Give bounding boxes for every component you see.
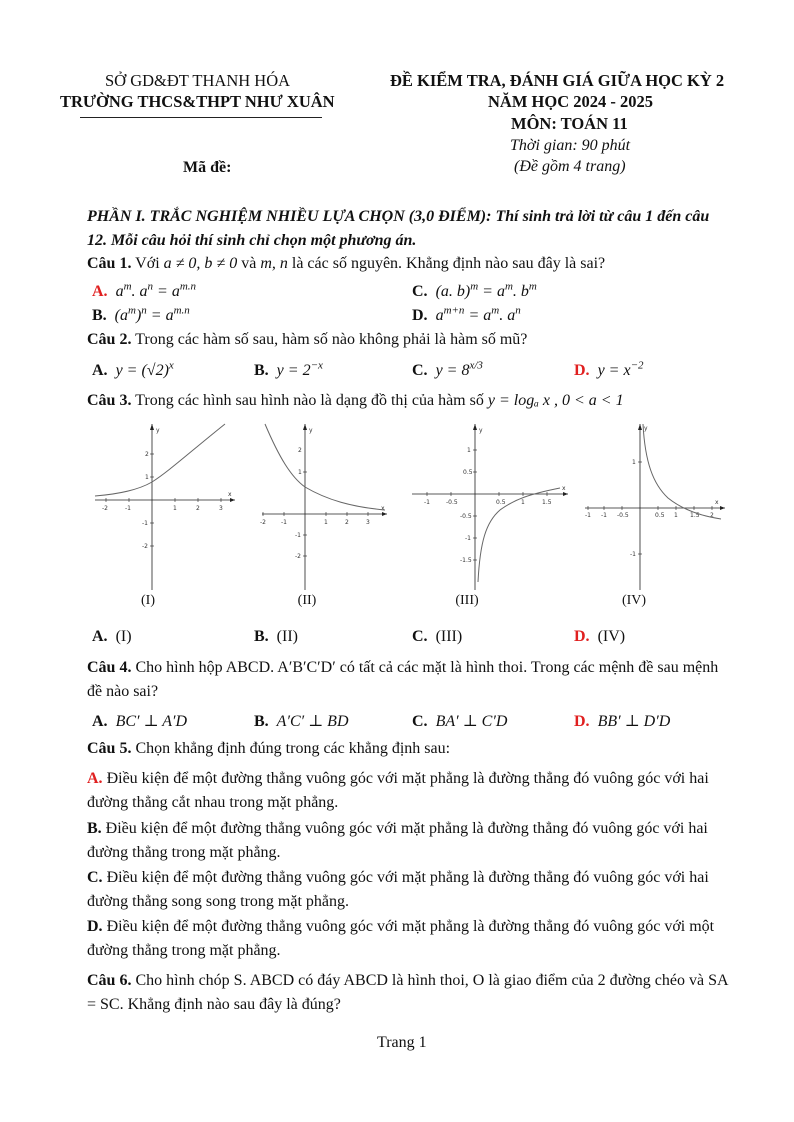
q2-option-b-label: B. <box>254 362 269 380</box>
q5-option-b-body: Điều kiện để một đường thẳng vuông góc với mặt phẳng là đường thẳng đó vuông góc với hai đường thẳng trong mặt phẳng. <box>87 820 708 861</box>
school-name: TRƯỜNG THCS&THPT NHƯ XUÂN <box>60 92 335 111</box>
question-1-condition: a ≠ 0, b ≠ 0 <box>163 255 238 272</box>
svg-text:-2: -2 <box>102 505 108 512</box>
q3-option-c-label: C. <box>412 628 428 645</box>
q2-option-d-body: $y = x^{-2}$ <box>597 360 644 380</box>
q5-option-c-label: C. <box>87 869 103 886</box>
question-3 <box>87 392 624 410</box>
q3-option-c-body: (III) <box>435 628 463 645</box>
q1-option-c-body: (a. $b)^m = a^m$. $b^m$ <box>435 281 537 301</box>
q3-option-a-label: A. <box>92 628 108 645</box>
svg-text:-2: -2 <box>260 519 266 526</box>
q2-option-c[interactable] <box>412 360 483 380</box>
question-3-label: Câu 3. <box>87 392 132 409</box>
svg-text:2: 2 <box>345 519 349 526</box>
svg-text:-1: -1 <box>125 505 131 512</box>
q3-option-b-label: B. <box>254 628 269 645</box>
q3-option-a-body: (I) <box>115 628 132 645</box>
q4-option-a-label: A. <box>92 713 108 730</box>
q5-option-d-body: Điều kiện để một đường thẳng vuông góc với mặt phẳng là đường thẳng đó vuông góc với một đường thẳng trong mặt phẳng. <box>87 918 715 959</box>
q2-option-b[interactable] <box>254 360 323 380</box>
graph-1 <box>90 422 240 592</box>
q1-option-c-label: C. <box>412 283 428 301</box>
q2-option-d-label: D. <box>574 362 590 380</box>
q5-option-b-label: B. <box>87 820 102 837</box>
svg-text:-1.5: -1.5 <box>460 557 472 564</box>
school-year: NĂM HỌC 2024 - 2025 <box>488 92 653 111</box>
svg-text:0.5: 0.5 <box>496 499 506 506</box>
question-1-text-a: Với <box>135 255 160 272</box>
question-2-text: Trong các hàm số sau, hàm số nào không phải là hàm số mũ? <box>135 331 528 348</box>
q2-option-d[interactable] <box>574 360 644 380</box>
question-4 <box>87 656 729 704</box>
svg-text:y: y <box>156 427 160 434</box>
q3-option-d-body: (IV) <box>597 628 626 645</box>
svg-text:y: y <box>309 427 313 434</box>
svg-text:3: 3 <box>366 519 370 526</box>
exam-code-label: Mã đề: <box>183 159 232 176</box>
q4-option-c-label: C. <box>412 713 428 730</box>
q1-option-b-label: B. <box>92 307 107 325</box>
q1-option-a[interactable] <box>92 281 196 301</box>
svg-text:0.5: 0.5 <box>463 469 473 476</box>
svg-text:1: 1 <box>632 459 636 466</box>
svg-text:1: 1 <box>145 474 149 481</box>
q4-option-d[interactable] <box>574 711 670 731</box>
q2-option-a-label: A. <box>92 362 108 380</box>
svg-text:1: 1 <box>521 499 525 506</box>
department-name: SỞ GD&ĐT THANH HÓA <box>105 71 291 90</box>
question-4-options <box>92 711 732 735</box>
q5-option-a-label: A. <box>87 770 103 787</box>
q3-option-c[interactable] <box>412 628 462 646</box>
question-1-text-c: là các số nguyên. Khẳng định nào sau đây là sai? <box>291 255 606 272</box>
svg-text:1: 1 <box>173 505 177 512</box>
question-1 <box>87 255 605 273</box>
svg-text:1.5: 1.5 <box>690 512 700 519</box>
q4-option-d-body: BB′ ⊥ D′D <box>597 713 671 730</box>
q4-option-d-label: D. <box>574 713 590 730</box>
question-2-label: Câu 2. <box>87 331 132 348</box>
question-4-text: Cho hình hộp ABCD. A′B′C′D′ có tất cả các mặt là hình thoi. Trong các mệnh đề sau mệnh đề nào sai? <box>87 659 719 700</box>
svg-text:-0.5: -0.5 <box>617 512 629 519</box>
svg-text:2: 2 <box>710 512 714 519</box>
question-3-function: y = logₐ x , 0 < a < 1 <box>487 392 624 409</box>
q4-option-c-body: BA′ ⊥ C′D <box>435 713 508 730</box>
q1-option-a-body: $a^m$. $a^n = a^{m.n}$ <box>115 281 197 301</box>
page-count: (Đề gồm 4 trang) <box>514 158 626 175</box>
svg-text:-0.5: -0.5 <box>460 513 472 520</box>
svg-text:-1: -1 <box>601 512 607 519</box>
question-1-vars: m, n <box>260 255 288 272</box>
question-6-label: Câu 6. <box>87 972 132 989</box>
q2-option-c-label: C. <box>412 362 428 380</box>
svg-text:1: 1 <box>324 519 328 526</box>
svg-text:-2: -2 <box>142 543 148 550</box>
q3-option-a[interactable] <box>92 628 132 646</box>
q4-option-a-body: BC′ ⊥ A′D <box>115 713 188 730</box>
q1-option-d-body: $a^{m+n} = a^m$. $a^n$ <box>435 305 521 325</box>
svg-text:1.5: 1.5 <box>542 499 552 506</box>
q1-option-c[interactable] <box>412 281 537 301</box>
graph-1-label: (I) <box>141 593 155 608</box>
q4-option-b-body: A′C′ ⊥ BD <box>276 713 349 730</box>
q3-option-b-body: (II) <box>276 628 298 645</box>
svg-text:-1: -1 <box>142 520 148 527</box>
question-5-label: Câu 5. <box>87 740 132 757</box>
svg-text:y: y <box>644 425 648 432</box>
question-4-label: Câu 4. <box>87 659 132 676</box>
q5-option-b[interactable] <box>87 817 729 865</box>
svg-text:x: x <box>562 485 566 492</box>
svg-text:-1: -1 <box>585 512 591 519</box>
q2-option-c-body: $y = 8^{x/3}$ <box>435 360 483 380</box>
graph-3 <box>410 422 566 592</box>
graph-3-label: (III) <box>455 593 479 608</box>
q4-option-b[interactable] <box>254 711 349 731</box>
q3-option-d[interactable] <box>574 628 625 646</box>
q2-option-a-body: $y = (√2)^x$ <box>115 360 174 380</box>
question-2 <box>87 331 527 349</box>
question-3-text: Trong các hình sau hình nào là dạng đồ thị của hàm số <box>135 392 484 409</box>
q5-option-c[interactable] <box>87 866 729 914</box>
question-1-text-b: và <box>241 255 257 272</box>
graph-4 <box>583 422 733 592</box>
q1-option-b-body: $(a^m)^n = a^{m.n}$ <box>114 305 190 325</box>
svg-text:1: 1 <box>674 512 678 519</box>
svg-text:0.5: 0.5 <box>655 512 665 519</box>
svg-text:1: 1 <box>298 469 302 476</box>
graph-2-label: (II) <box>297 593 317 608</box>
svg-text:2: 2 <box>196 505 200 512</box>
question-3-options <box>92 628 732 652</box>
q1-option-a-label: A. <box>92 283 108 301</box>
svg-text:x: x <box>715 499 719 506</box>
svg-text:-1: -1 <box>281 519 287 526</box>
question-2-options <box>92 360 732 384</box>
exam-time: Thời gian: 90 phút <box>510 137 631 154</box>
svg-text:1: 1 <box>467 447 471 454</box>
question-5 <box>87 740 450 758</box>
svg-text:3: 3 <box>219 505 223 512</box>
q5-option-c-body: Điều kiện để một đường thẳng vuông góc với mặt phẳng là đường thẳng đó vuông góc với hai đường thẳng song song trong mặt phẳng. <box>87 869 709 910</box>
svg-text:-1: -1 <box>630 551 636 558</box>
question-6 <box>87 969 729 1017</box>
svg-text:-1: -1 <box>295 532 301 539</box>
question-1-options-row1 <box>92 281 732 305</box>
part1-heading: PHẦN I. TRẮC NGHIỆM NHIỀU LỰA CHỌN (3,0 ĐIỂM): Thí sinh trả lời từ câu 1 đến câu 12. Mỗi câu hỏi thí sinh chỉ chọn một phương án. <box>87 208 710 249</box>
q1-option-b[interactable] <box>92 305 190 325</box>
q3-option-b[interactable] <box>254 628 298 646</box>
q4-option-c[interactable] <box>412 711 507 731</box>
school-underline <box>80 117 322 118</box>
question-6-text: Cho hình chóp S. ABCD có đáy ABCD là hình thoi, O là giao điểm của 2 đường chéo và SA = SC. Khẳng định nào sau đây là đúng? <box>87 972 728 1013</box>
q3-option-d-label: D. <box>574 628 590 645</box>
svg-text:2: 2 <box>145 451 149 458</box>
svg-text:x: x <box>228 491 232 498</box>
svg-text:x: x <box>381 505 385 512</box>
svg-text:-0.5: -0.5 <box>446 499 458 506</box>
q4-option-b-label: B. <box>254 713 269 730</box>
q5-option-d-label: D. <box>87 918 103 935</box>
svg-text:2: 2 <box>298 447 302 454</box>
svg-text:-1: -1 <box>465 535 471 542</box>
question-1-label: Câu 1. <box>87 255 132 272</box>
subject: MÔN: TOÁN 11 <box>511 114 628 133</box>
exam-title: ĐỀ KIỂM TRA, ĐÁNH GIÁ GIỮA HỌC KỲ 2 <box>390 71 725 90</box>
q1-option-d[interactable] <box>412 305 521 325</box>
q1-option-d-label: D. <box>412 307 428 325</box>
graph-4-label: (IV) <box>621 593 647 608</box>
q2-option-b-body: $y = 2^{-x}$ <box>276 360 323 380</box>
question-5-text: Chọn khẳng định đúng trong các khẳng định sau: <box>135 740 451 757</box>
q4-option-a[interactable] <box>92 711 187 731</box>
q5-option-a-body: Điều kiện để một đường thẳng vuông góc với mặt phẳng là đường thẳng đó vuông góc với hai đường thẳng cắt nhau trong mặt phẳng. <box>87 770 709 811</box>
svg-text:y: y <box>479 427 483 434</box>
question-1-options-row2 <box>92 305 732 329</box>
graph-2 <box>257 422 407 592</box>
svg-text:-1: -1 <box>424 499 430 506</box>
page-number: Trang 1 <box>377 1034 427 1051</box>
q5-option-d[interactable] <box>87 915 729 963</box>
q2-option-a[interactable] <box>92 360 174 380</box>
svg-text:-2: -2 <box>295 553 301 560</box>
q5-option-a[interactable] <box>87 767 729 815</box>
